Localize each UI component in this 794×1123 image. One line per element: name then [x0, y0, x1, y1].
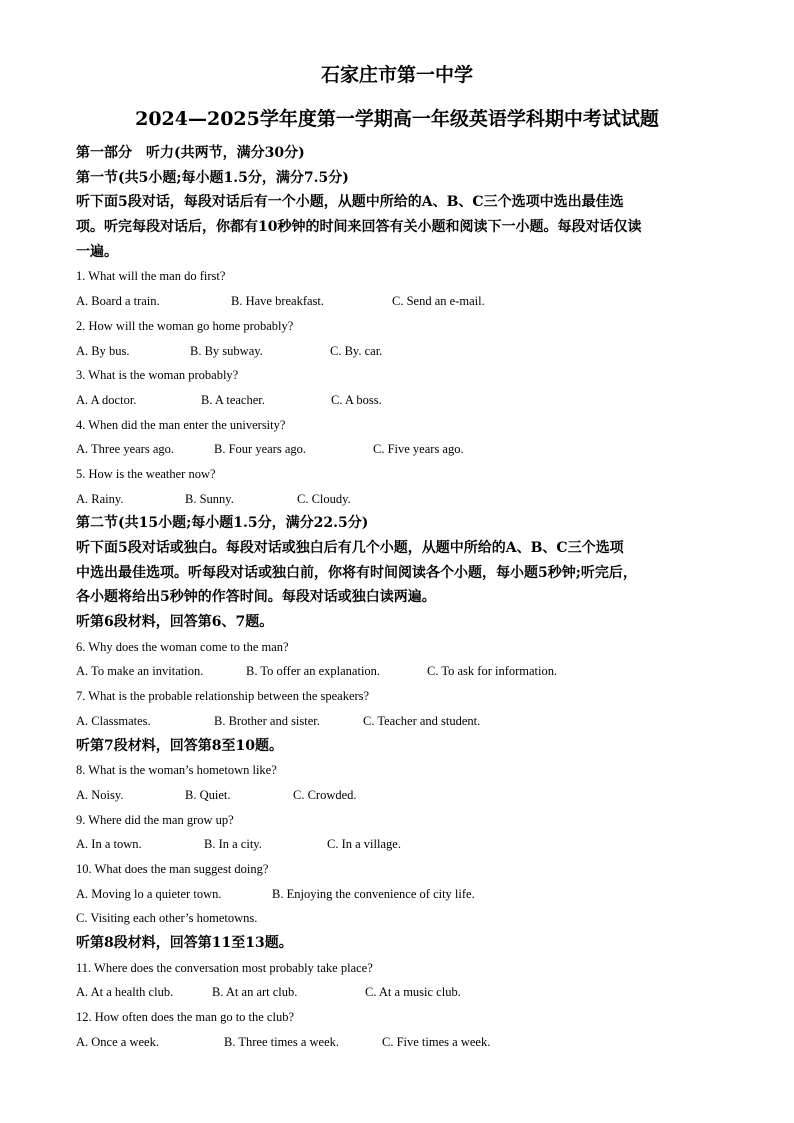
question-1: 1. What will the man do first? [76, 269, 226, 284]
option-7b: B. Brother and sister. [214, 713, 320, 728]
option-2c: C. By. car. [330, 343, 383, 358]
option-4a: A. Three years ago. [76, 442, 174, 457]
option-6a: A. To make an invitation. [76, 664, 204, 679]
option-7c: C. Teacher and student. [363, 713, 481, 728]
option-3a: A. A doctor. [76, 392, 137, 407]
section2-instructions-line2: 中选出最佳选项。听每段对话或独白前，你将有时间阅读各个小题，每小题5秒钟;听完后， [76, 564, 637, 581]
material-6-heading: 听第6段材料，回答第6、7题。 [76, 614, 274, 631]
option-3c: C. A boss. [331, 392, 382, 407]
question-5: 5. How is the weather now? [76, 466, 216, 481]
options-8 [76, 783, 726, 808]
section2-instructions-line1: 听下面5段对话或独白。每段对话或独白后有几个小题，从题中所给的A、B、C三个选项 [76, 540, 624, 556]
options-2 [76, 339, 726, 364]
option-4b: B. Four years ago. [214, 442, 306, 457]
material-8-heading: 听第8段材料，回答第11至13题。 [76, 935, 293, 951]
options-3 [76, 388, 726, 413]
option-10a: A. Moving lo a quieter town. [76, 886, 222, 901]
question-8: 8. What is the woman’s hometown like? [76, 763, 277, 778]
option-5a: A. Rainy. [76, 491, 124, 506]
question-6: 6. Why does the woman come to the man? [76, 639, 289, 654]
option-1b: B. Have breakfast. [231, 294, 325, 309]
options-4 [76, 437, 726, 462]
option-12a: A. Once a week. [76, 1034, 159, 1049]
question-3: 3. What is the woman probably? [76, 368, 239, 383]
option-2a: A. By bus. [76, 343, 130, 358]
options-10-line2 [76, 906, 726, 931]
section2-heading: 第二节(共15小题;每小题1.5分，满分22.5分) [76, 515, 369, 532]
options-10 [76, 882, 726, 907]
option-7a: A. Classmates. [76, 713, 151, 728]
part1-heading: 第一部分 听力(共两节，满分30分) [76, 145, 305, 161]
option-6c: C. To ask for information. [427, 664, 558, 679]
options-1 [76, 289, 726, 314]
question-9: 9. Where did the man grow up? [76, 812, 234, 827]
section1-instructions-line2: 项。听完每段对话后，你都有10秒钟的时间来回答有关小题和阅读下一小题。每段对话仅读 [76, 219, 642, 236]
option-3b: B. A teacher. [201, 392, 265, 407]
section2-instructions-line3: 各小题将给出5秒钟的作答时间。每段对话或独白读两遍。 [76, 589, 436, 606]
option-9b: B. In a city. [204, 837, 262, 852]
school-name: 石家庄市第一中学 [320, 64, 473, 86]
option-6b: B. To offer an explanation. [246, 664, 381, 679]
section1-instructions-line3: 一遍。 [76, 243, 118, 260]
options-9 [76, 832, 726, 857]
question-12: 12. How often does the man go to the club? [76, 1010, 295, 1025]
exam-content [76, 141, 726, 1054]
question-10: 10. What does the man suggest doing? [76, 861, 269, 876]
option-5c: C. Cloudy. [297, 491, 351, 506]
option-11a: A. At a health club. [76, 985, 174, 1000]
option-11c: C. At a music club. [365, 985, 461, 1000]
option-9a: A. In a town. [76, 837, 142, 852]
material-7-heading: 听第7段材料，回答第8至10题。 [76, 737, 283, 754]
question-4: 4. When did the man enter the university? [76, 417, 286, 432]
option-10c: C. Visiting each other’s hometowns. [76, 911, 258, 926]
options-11 [76, 980, 726, 1005]
question-7: 7. What is the probable relationship between the speakers? [76, 689, 370, 704]
option-8b: B. Quiet. [185, 787, 231, 802]
option-2b: B. By subway. [190, 343, 263, 358]
option-12b: B. Three times a week. [224, 1034, 340, 1049]
option-5b: B. Sunny. [185, 491, 234, 506]
question-2: 2. How will the woman go home probably? [76, 318, 294, 333]
option-10b: B. Enjoying the convenience of city life. [272, 886, 475, 901]
exam-title: 2024—2025学年度第一学期高一年级英语学科期中考试试题 [135, 108, 659, 130]
question-11: 11. Where does the conversation most probably take place? [76, 960, 373, 975]
option-1c: C. Send an e-mail. [392, 294, 485, 309]
options-5 [76, 487, 726, 512]
options-12 [76, 1030, 726, 1055]
option-8c: C. Crowded. [293, 787, 357, 802]
option-9c: C. In a village. [327, 837, 401, 852]
options-6 [76, 659, 726, 684]
option-8a: A. Noisy. [76, 787, 124, 802]
options-7 [76, 709, 726, 734]
option-11b: B. At an art club. [212, 985, 298, 1000]
option-12c: C. Five times a week. [382, 1034, 491, 1049]
option-1a: A. Board a train. [76, 294, 160, 309]
section1-instructions-line1: 听下面5段对话，每段对话后有一个小题，从题中所给的A、B、C三个选项中选出最佳选 [76, 194, 624, 211]
option-4c: C. Five years ago. [373, 442, 464, 457]
section1-heading: 第一节(共5小题;每小题1.5分，满分7.5分) [76, 169, 349, 186]
